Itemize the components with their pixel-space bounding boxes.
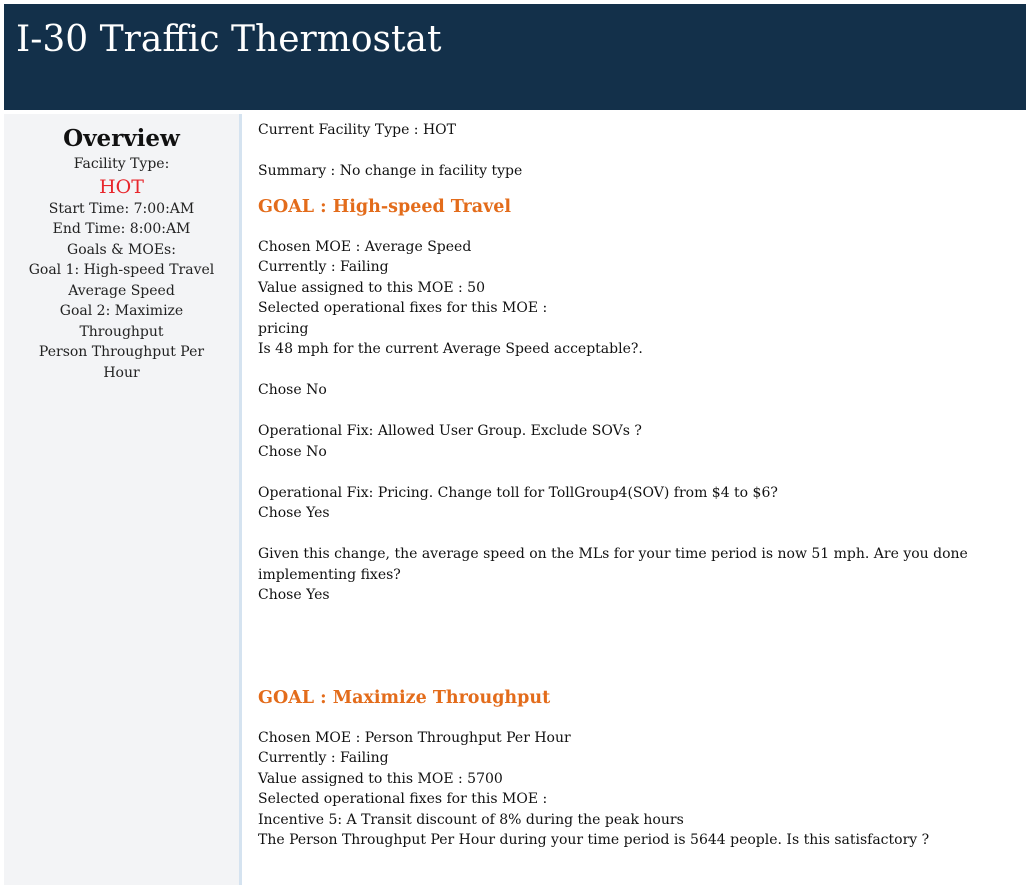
goal1-fix2: Operational Fix: Pricing. Change toll for TollGroup4(SOV) from $4 to $6? [258, 484, 778, 501]
facility-type-label: Facility Type: [73, 156, 170, 172]
goal1-question: Is 48 mph for the current Average Speed acceptable?. [258, 341, 643, 357]
goal2-chosen-moe: Chosen MOE : Person Throughput Per Hour [258, 729, 571, 746]
goal2-summary: Goal 2: Maximize Throughput [59, 303, 184, 340]
summary: Summary : No change in facility type [258, 163, 523, 179]
goal1-chosen-moe: Chosen MOE : Average Speed [258, 238, 472, 255]
facility-type-value: HOT [99, 175, 144, 198]
goal2-fix-item: Incentive 5: A Transit discount of 8% during the peak hours [258, 811, 684, 828]
goal1-fix1: Operational Fix: Allowed User Group. Exclude SOVs ? [258, 423, 642, 439]
goal1-fix-item: pricing [258, 320, 309, 337]
goal1-fix1-answer: Chose No [258, 443, 327, 460]
overview-title: Overview [63, 125, 180, 152]
goal1-status: Currently : Failing [258, 259, 389, 275]
goal2-question: The Person Throughput Per Hour during your time period is 5644 people. Is this satisfactory ? [258, 832, 930, 848]
goal2-heading: GOAL : Maximize Throughput [258, 687, 551, 708]
goal2-status: Currently : Failing [258, 750, 389, 766]
goal1-answer: Chose No [258, 382, 327, 398]
goal2-selected-fixes: Selected operational fixes for this MOE : [258, 791, 548, 807]
goal1-selected-fixes: Selected operational fixes for this MOE : [258, 300, 548, 316]
goal1-result-answer: Chose Yes [258, 587, 330, 603]
goal1-result: Given this change, the average speed on the MLs for your time period is now 51 mph. Are you done implementing fixes? [258, 546, 968, 583]
current-facility-type: Current Facility Type : HOT [258, 122, 456, 138]
goal1-summary: Goal 1: High-speed Travel [28, 262, 215, 278]
app-header [4, 4, 1026, 110]
goals-moes-label: Goals & MOEs: [67, 241, 176, 258]
goal2-value-assigned: Value assigned to this MOE : 5700 [258, 770, 503, 787]
goal2-moe: Person Throughput Per Hour [38, 344, 205, 381]
goal1-value-assigned: Value assigned to this MOE : 50 [258, 279, 485, 296]
end-time: End Time: 8:00:AM [52, 221, 191, 237]
main-content [258, 120, 1008, 851]
goal1-moe: Average Speed [68, 282, 175, 299]
app-title: I-30 Traffic Thermostat [16, 19, 442, 60]
start-time: Start Time: 7:00:AM [48, 200, 195, 217]
goal1-heading: GOAL : High-speed Travel [258, 196, 512, 217]
overview-sidebar [4, 114, 242, 885]
goal1-fix2-answer: Chose Yes [258, 505, 330, 521]
